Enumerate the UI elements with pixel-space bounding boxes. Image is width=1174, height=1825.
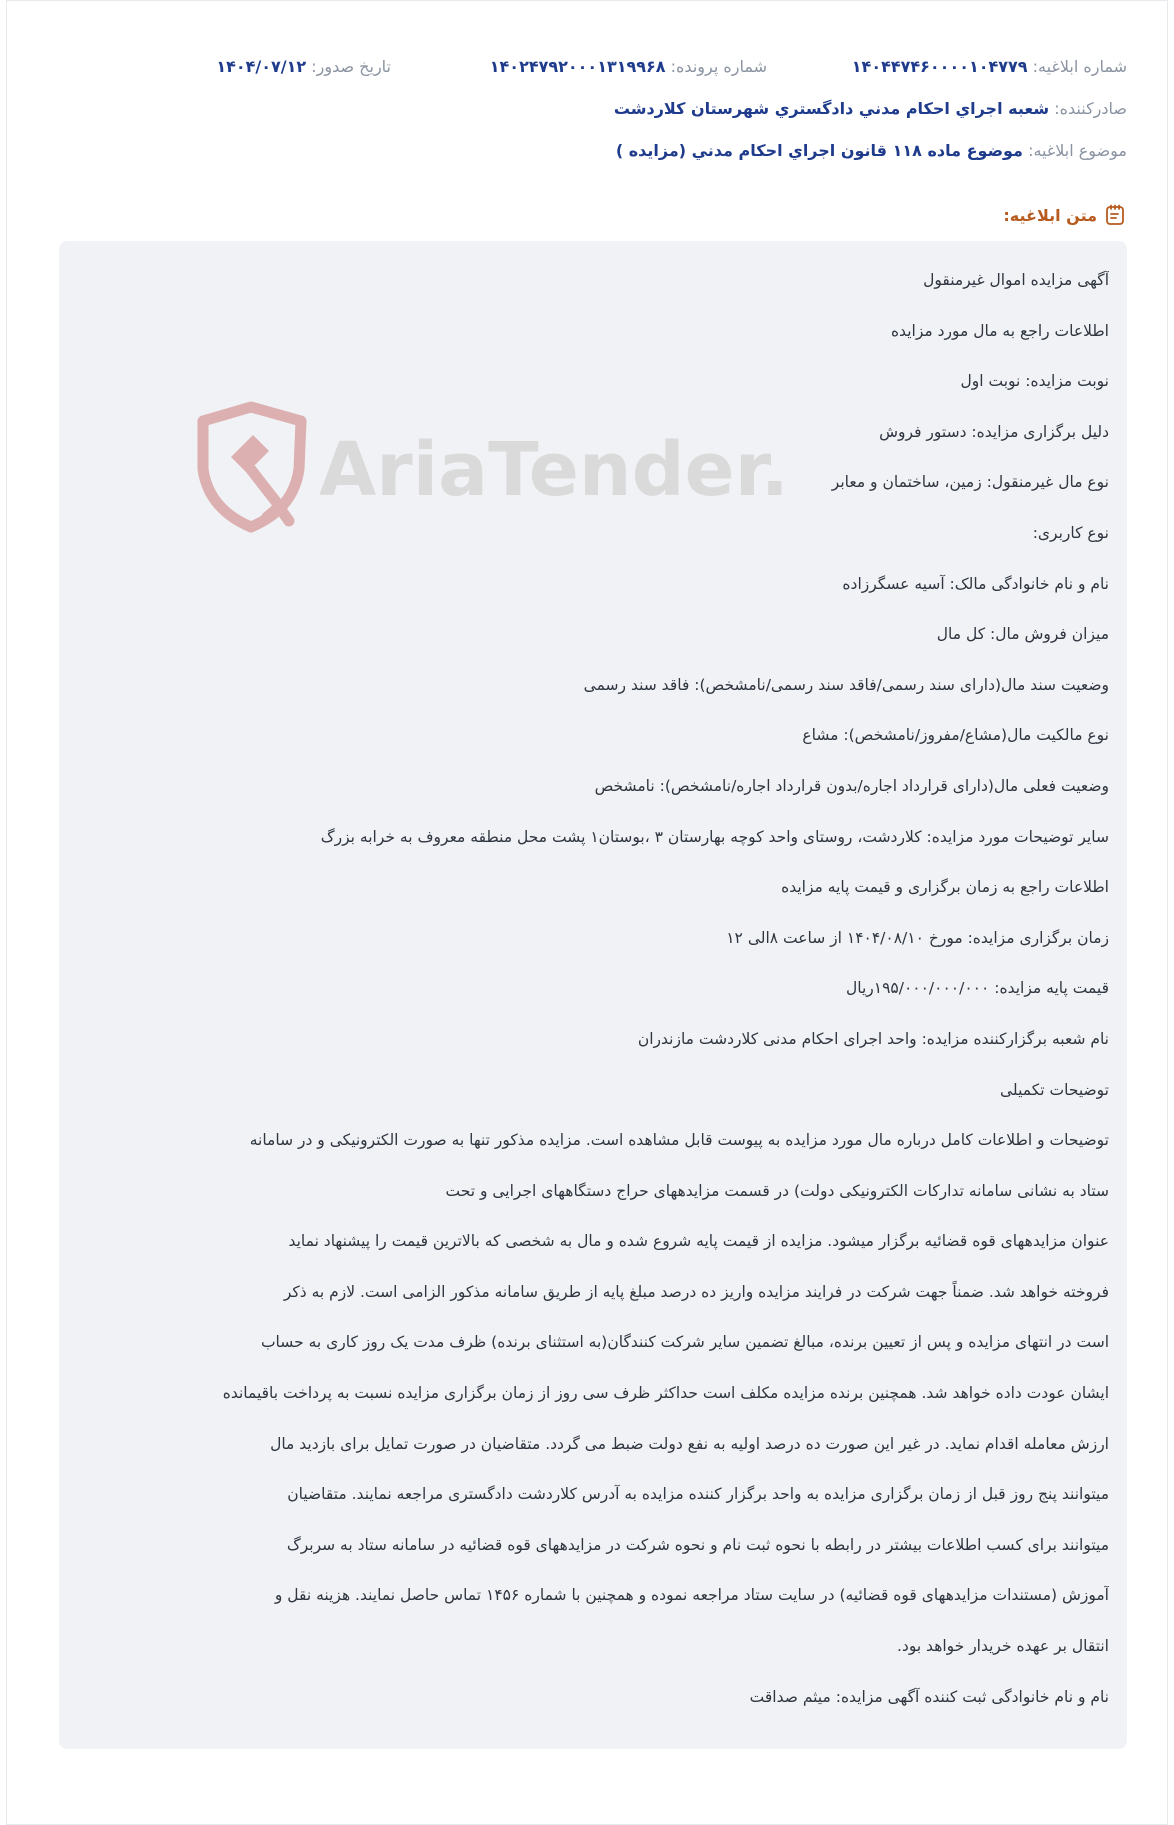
notice-line: نوع مالکیت مال(مشاع/مفروز/نامشخص): مشاع [802,726,1109,745]
case-number [490,57,767,76]
notice-line: اطلاعات راجع به مال مورد مزایده [890,321,1109,340]
issue-date-label: تاریخ صدور: [311,57,391,76]
case-number-value: ۱۴۰۲۴۷۹۲۰۰۰۱۳۱۹۹۶۸ [489,57,666,76]
notice-line: توضیحات و اطلاعات کامل درباره مال مورد مزایده به پیوست قابل مشاهده است. مزایده مذکور تنها به صورت الکترونیکی و در سامانه [249,1131,1109,1150]
notice-line: سایر توضیحات مورد مزایده: کلاردشت، روستای واحد کوچه بهارستان ۳ ،بوستان۱ پشت محل منطقه معروف به خرابه بزرگ [320,827,1109,846]
notice-line: ارزش معامله اقدام نماید. در غیر این صورت ده درصد اولیه به نفع دولت ضبط می گردد. متقاضیان در صورت تمایل برای بازدید مال [270,1434,1109,1453]
notice-line: انتقال بر عهده خریدار خواهد بود. [896,1637,1109,1656]
issuer-value: شعبه اجراي احكام مدني دادگستري شهرستان كلاردشت [613,99,1050,118]
notice-line: آموزش (مستندات مزایدههای قوه قضائیه) در سایت ستاد مراجعه نموده و همچنین با شماره ۱۴۵۶ تماس حاصل نمایند. هزینه نقل و [274,1586,1109,1605]
notice-line: دلیل برگزاری مزایده: دستور فروش [879,422,1109,441]
notice-line: است در انتهای مزایده و پس از تعیین برنده، مبالغ تضمین سایر شرکت کنندگان(به استثنای برنده) ظرف مدت یک روز کاری به حساب [260,1333,1109,1352]
header-row-subject [47,141,1127,167]
notice-line: میزان فروش مال: کل مال [936,625,1109,644]
notice-line: نوع مال غیرمنقول: زمین، ساختمان و معابر [831,473,1109,492]
notice-line: میتوانند برای کسب اطلاعات بیشتر در رابطه با نحوه ثبت نام و نحوه شرکت در مزایدههای قوه قضائیه در سامانه ستاد به سربرگ [286,1535,1109,1554]
subject-value: موضوع ماده ۱۱۸ قانون اجراي احكام مدني (مزايده ) [615,141,1023,160]
notice-page [6,0,1168,1825]
notice-number-label: شماره ابلاغیه: [1032,57,1127,76]
notice-number-value: ۱۴۰۴۴۷۴۶۰۰۰۰۱۰۴۷۷۹ [851,57,1028,76]
header-row-issuer [47,99,1127,125]
notice-line: اطلاعات راجع به زمان برگزاری و قیمت پایه مزایده [781,878,1109,897]
notice-line: نام شعبه برگزارکننده مزایده: واحد اجرای احکام مدنی کلاردشت مازندران [637,1029,1109,1048]
issuer-label: صادرکننده: [1054,99,1127,118]
notice-line: آگهی مزایده اموال غیرمنقول [923,271,1109,289]
notice-line: عنوان مزایدههای قوه قضائیه برگزار میشود. مزایده از قیمت پایه شروع شده و مال به شخصی که بالاترین قیمت را پیشنهاد نماید [288,1232,1109,1251]
notice-number [852,57,1127,76]
issue-date-value: ۱۴۰۴/۰۷/۱۲ [216,57,307,76]
watermark-text: AriaTender. [319,427,789,513]
notice-line: ایشان عودت داده خواهد شد. همچنین برنده مزایده مکلف است حداکثر ظرف سی روز از زمان برگزاری مزایده نسبت به پرداخت باقیمانده [222,1384,1109,1403]
notice-line: ستاد به نشانی سامانه تدارکات الکترونیکی دولت) در قسمت مزایدههای حراج دستگاههای اجرایی و تحت [445,1181,1109,1200]
subject-label: موضوع ابلاغیه: [1028,141,1127,160]
notice-line: نام و نام خانوادگی مالک: آسیه عسگرزاده [842,574,1109,593]
notice-line: میتوانند پنج روز قبل از زمان برگزاری مزایده به واحد برگزار کننده مزایده به آدرس کلاردشت دادگستری مراجعه نمایند. متقاضیان [287,1485,1109,1504]
case-number-label: شماره پرونده: [670,57,767,76]
issue-date [216,57,391,76]
notice-line: نوع کاربری: [1032,523,1109,542]
notice-line: زمان برگزاری مزایده: مورخ ۱۴۰۴/۰۸/۱۰ از ساعت ۸الی ۱۲ [726,928,1109,947]
notice-lines [79,255,1109,1722]
header-row-numbers [47,57,1127,83]
notice-body [59,241,1127,1749]
notice-line: نوبت مزایده: نوبت اول [960,372,1109,391]
notice-line: نام و نام خانوادگی ثبت کننده آگهی مزایده: میثم صداقت [749,1687,1109,1706]
notice-line: وضعیت فعلی مال(دارای قرارداد اجاره/بدون قرارداد اجاره/نامشخص): نامشخص [594,776,1109,795]
issuer [614,99,1127,118]
notice-text-heading [1003,201,1127,229]
notice-line: توضیحات تکمیلی [1000,1080,1109,1099]
notice-text-title: متن ابلاغیه: [1003,205,1097,225]
notice-line: وضعیت سند مال(دارای سند رسمی/فاقد سند رسمی/نامشخص): فاقد سند رسمی [583,675,1109,694]
notice-line: فروخته خواهد شد. ضمناً جهت شرکت در فرایند مزایده واریز ده درصد مبلغ پایه از طریق سامانه مذکور الزامی است. لازم به ذکر [283,1282,1109,1301]
notice-line: قیمت پایه مزایده: ۱۹۵/۰۰۰/۰۰۰/۰۰۰ریال [845,979,1109,998]
subject [616,141,1127,160]
document-note-icon [1103,203,1127,227]
